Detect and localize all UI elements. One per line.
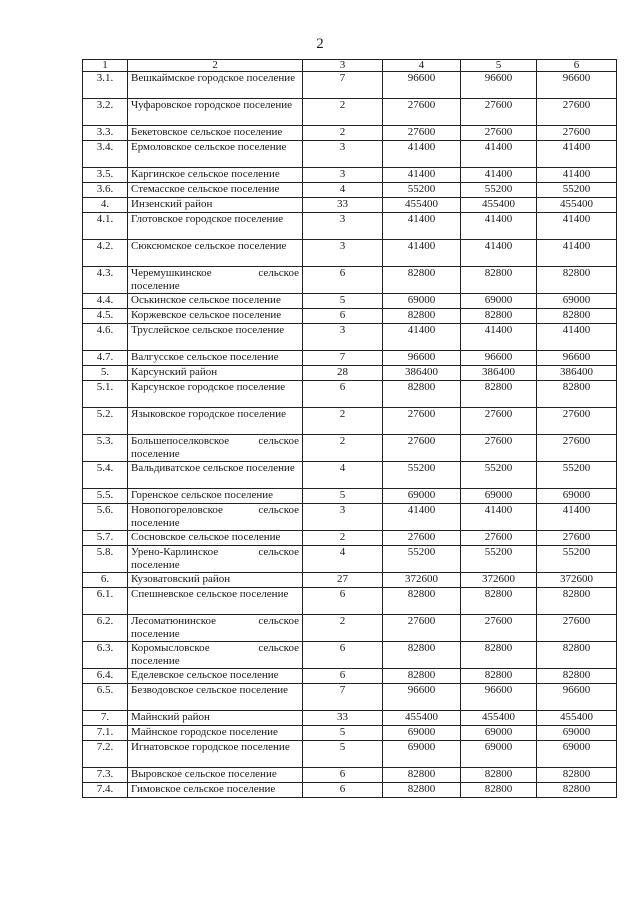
- amount-cell-5: 82800: [461, 768, 537, 783]
- count-cell: 28: [303, 366, 383, 381]
- amount-cell-5: 386400: [461, 366, 537, 381]
- table-row: [83, 489, 617, 504]
- amount-cell-6: 55200: [537, 462, 617, 489]
- amount-cell-4: 55200: [383, 183, 461, 198]
- municipality-name: Выровское сельское поселение: [128, 768, 303, 783]
- table-row: [83, 504, 617, 531]
- amount-cell-6: 82800: [537, 783, 617, 798]
- table-row: [83, 726, 617, 741]
- municipality-name: Лесоматюнинское сельское поселение: [128, 615, 303, 642]
- row-number: 7.2.: [83, 741, 128, 768]
- row-number: 4.7.: [83, 351, 128, 366]
- amount-cell-5: 455400: [461, 198, 537, 213]
- table-row: [83, 573, 617, 588]
- table-row: [83, 783, 617, 798]
- municipality-name: Вальдиватское сельское поселение: [128, 462, 303, 489]
- municipality-name: Майнское городское поселение: [128, 726, 303, 741]
- municipality-name: Коржевское сельское поселение: [128, 309, 303, 324]
- row-number: 3.2.: [83, 99, 128, 126]
- row-number: 5.6.: [83, 504, 128, 531]
- amount-cell-6: 455400: [537, 711, 617, 726]
- count-cell: 4: [303, 546, 383, 573]
- count-cell: 5: [303, 294, 383, 309]
- amount-cell-6: 82800: [537, 309, 617, 324]
- table-row: [83, 351, 617, 366]
- amount-cell-4: 82800: [383, 783, 461, 798]
- municipality-name: Спешневское сельское поселение: [128, 588, 303, 615]
- amount-cell-4: 41400: [383, 240, 461, 267]
- amount-cell-6: 41400: [537, 240, 617, 267]
- amount-cell-6: 27600: [537, 615, 617, 642]
- municipality-name: Безводовское сельское поселение: [128, 684, 303, 711]
- table-header-row: [83, 60, 617, 72]
- table-row: [83, 669, 617, 684]
- amount-cell-5: 69000: [461, 489, 537, 504]
- municipality-name: Игнатовское городское поселение: [128, 741, 303, 768]
- amount-cell-6: 41400: [537, 141, 617, 168]
- row-number: 3.6.: [83, 183, 128, 198]
- table-row: [83, 546, 617, 573]
- count-cell: 3: [303, 240, 383, 267]
- municipality-name: Труслейское сельское поселение: [128, 324, 303, 351]
- amount-cell-4: 386400: [383, 366, 461, 381]
- count-cell: 4: [303, 462, 383, 489]
- count-cell: 6: [303, 642, 383, 669]
- amount-cell-5: 96600: [461, 351, 537, 366]
- count-cell: 2: [303, 126, 383, 141]
- amount-cell-5: 82800: [461, 669, 537, 684]
- table-row: [83, 588, 617, 615]
- row-number: 3.1.: [83, 72, 128, 99]
- header-col-6: 6: [537, 60, 617, 72]
- row-number: 5.5.: [83, 489, 128, 504]
- count-cell: 2: [303, 435, 383, 462]
- amount-cell-6: 82800: [537, 768, 617, 783]
- amount-cell-5: 455400: [461, 711, 537, 726]
- municipality-name: Инзенский район: [128, 198, 303, 213]
- row-number: 5.2.: [83, 408, 128, 435]
- amount-cell-4: 41400: [383, 141, 461, 168]
- count-cell: 7: [303, 684, 383, 711]
- amount-cell-6: 96600: [537, 72, 617, 99]
- amount-cell-5: 27600: [461, 615, 537, 642]
- municipality-name: Бекетовское сельское поселение: [128, 126, 303, 141]
- amount-cell-4: 96600: [383, 684, 461, 711]
- table-row: [83, 168, 617, 183]
- amount-cell-6: 41400: [537, 213, 617, 240]
- amount-cell-4: 69000: [383, 489, 461, 504]
- municipality-name: Карсунское городское поселение: [128, 381, 303, 408]
- amount-cell-5: 82800: [461, 588, 537, 615]
- count-cell: 3: [303, 213, 383, 240]
- amount-cell-4: 27600: [383, 531, 461, 546]
- amount-cell-5: 82800: [461, 642, 537, 669]
- amount-cell-6: 27600: [537, 99, 617, 126]
- count-cell: 6: [303, 768, 383, 783]
- municipality-name: Горенское сельское поселение: [128, 489, 303, 504]
- table-row: [83, 213, 617, 240]
- amount-cell-4: 82800: [383, 642, 461, 669]
- amount-cell-5: 69000: [461, 726, 537, 741]
- count-cell: 5: [303, 489, 383, 504]
- amount-cell-4: 69000: [383, 294, 461, 309]
- table-row: [83, 741, 617, 768]
- amount-cell-5: 41400: [461, 240, 537, 267]
- municipality-name: Ермоловское сельское поселение: [128, 141, 303, 168]
- amount-cell-4: 41400: [383, 213, 461, 240]
- header-col-1: 1: [83, 60, 128, 72]
- count-cell: 33: [303, 198, 383, 213]
- amount-cell-5: 96600: [461, 72, 537, 99]
- amount-cell-4: 455400: [383, 198, 461, 213]
- table-row: [83, 141, 617, 168]
- municipality-name: Валгусское сельское поселение: [128, 351, 303, 366]
- municipal-allocation-table: [82, 59, 617, 798]
- count-cell: 4: [303, 183, 383, 198]
- row-number: 6.1.: [83, 588, 128, 615]
- count-cell: 6: [303, 309, 383, 324]
- table-row: [83, 711, 617, 726]
- amount-cell-6: 82800: [537, 588, 617, 615]
- amount-cell-5: 41400: [461, 324, 537, 351]
- amount-cell-5: 55200: [461, 183, 537, 198]
- row-number: 5.4.: [83, 462, 128, 489]
- municipality-name: Сосновское сельское поселение: [128, 531, 303, 546]
- amount-cell-4: 27600: [383, 615, 461, 642]
- amount-cell-5: 372600: [461, 573, 537, 588]
- row-number: 5.1.: [83, 381, 128, 408]
- row-number: 5.3.: [83, 435, 128, 462]
- amount-cell-4: 82800: [383, 267, 461, 294]
- row-number: 4.: [83, 198, 128, 213]
- row-number: 7.4.: [83, 783, 128, 798]
- amount-cell-6: 386400: [537, 366, 617, 381]
- amount-cell-6: 82800: [537, 381, 617, 408]
- amount-cell-4: 82800: [383, 309, 461, 324]
- header-col-3: 3: [303, 60, 383, 72]
- amount-cell-4: 41400: [383, 324, 461, 351]
- municipality-name: Большепоселковское сельское поселение: [128, 435, 303, 462]
- table-row: [83, 294, 617, 309]
- count-cell: 3: [303, 168, 383, 183]
- table-row: [83, 684, 617, 711]
- table-row: [83, 309, 617, 324]
- count-cell: 3: [303, 324, 383, 351]
- row-number: 7.3.: [83, 768, 128, 783]
- table-row: [83, 240, 617, 267]
- municipality-name: Майнский район: [128, 711, 303, 726]
- amount-cell-4: 55200: [383, 462, 461, 489]
- amount-cell-4: 27600: [383, 126, 461, 141]
- row-number: 6.5.: [83, 684, 128, 711]
- table-row: [83, 615, 617, 642]
- amount-cell-5: 96600: [461, 684, 537, 711]
- municipality-name: Карсунский район: [128, 366, 303, 381]
- row-number: 5.: [83, 366, 128, 381]
- count-cell: 6: [303, 669, 383, 684]
- page-number: 2: [316, 36, 324, 52]
- row-number: 4.5.: [83, 309, 128, 324]
- amount-cell-6: 96600: [537, 684, 617, 711]
- amount-cell-5: 27600: [461, 531, 537, 546]
- amount-cell-5: 55200: [461, 546, 537, 573]
- municipality-name: Гимовское сельское поселение: [128, 783, 303, 798]
- amount-cell-4: 27600: [383, 99, 461, 126]
- table-row: [83, 198, 617, 213]
- count-cell: 7: [303, 72, 383, 99]
- table-row: [83, 99, 617, 126]
- count-cell: 6: [303, 381, 383, 408]
- count-cell: 7: [303, 351, 383, 366]
- amount-cell-5: 55200: [461, 462, 537, 489]
- table-row: [83, 72, 617, 99]
- municipality-name: Оськинское сельское поселение: [128, 294, 303, 309]
- table-row: [83, 324, 617, 351]
- amount-cell-4: 82800: [383, 768, 461, 783]
- count-cell: 27: [303, 573, 383, 588]
- amount-cell-6: 69000: [537, 294, 617, 309]
- row-number: 6.2.: [83, 615, 128, 642]
- amount-cell-6: 55200: [537, 183, 617, 198]
- table-row: [83, 462, 617, 489]
- row-number: 6.: [83, 573, 128, 588]
- amount-cell-6: 372600: [537, 573, 617, 588]
- count-cell: 5: [303, 741, 383, 768]
- amount-cell-6: 41400: [537, 504, 617, 531]
- amount-cell-6: 82800: [537, 267, 617, 294]
- amount-cell-6: 96600: [537, 351, 617, 366]
- amount-cell-5: 82800: [461, 783, 537, 798]
- table-row: [83, 267, 617, 294]
- amount-cell-4: 55200: [383, 546, 461, 573]
- amount-cell-4: 96600: [383, 351, 461, 366]
- header-col-4: 4: [383, 60, 461, 72]
- amount-cell-6: 55200: [537, 546, 617, 573]
- municipality-name: Стемасское сельское поселение: [128, 183, 303, 198]
- table-row: [83, 642, 617, 669]
- row-number: 3.4.: [83, 141, 128, 168]
- municipality-name: Сюксюмское сельское поселение: [128, 240, 303, 267]
- amount-cell-5: 69000: [461, 741, 537, 768]
- amount-cell-5: 41400: [461, 168, 537, 183]
- amount-cell-4: 69000: [383, 726, 461, 741]
- row-number: 4.6.: [83, 324, 128, 351]
- amount-cell-6: 27600: [537, 531, 617, 546]
- row-number: 5.7.: [83, 531, 128, 546]
- municipality-name: Урено-Карлинское сельское поселение: [128, 546, 303, 573]
- count-cell: 6: [303, 267, 383, 294]
- amount-cell-6: 27600: [537, 126, 617, 141]
- header-col-5: 5: [461, 60, 537, 72]
- amount-cell-4: 96600: [383, 72, 461, 99]
- table-row: [83, 531, 617, 546]
- amount-cell-4: 27600: [383, 408, 461, 435]
- table-row: [83, 366, 617, 381]
- amount-cell-4: 27600: [383, 435, 461, 462]
- row-number: 4.1.: [83, 213, 128, 240]
- count-cell: 6: [303, 588, 383, 615]
- row-number: 7.: [83, 711, 128, 726]
- row-number: 4.3.: [83, 267, 128, 294]
- amount-cell-6: 69000: [537, 726, 617, 741]
- row-number: 3.3.: [83, 126, 128, 141]
- municipality-name: Еделевское сельское поселение: [128, 669, 303, 684]
- amount-cell-5: 27600: [461, 435, 537, 462]
- amount-cell-4: 82800: [383, 669, 461, 684]
- count-cell: 2: [303, 531, 383, 546]
- header-col-2: 2: [128, 60, 303, 72]
- amount-cell-4: 455400: [383, 711, 461, 726]
- municipality-name: Глотовское городское поселение: [128, 213, 303, 240]
- row-number: 4.2.: [83, 240, 128, 267]
- amount-cell-5: 69000: [461, 294, 537, 309]
- amount-cell-6: 27600: [537, 408, 617, 435]
- amount-cell-6: 41400: [537, 324, 617, 351]
- table-row: [83, 126, 617, 141]
- amount-cell-6: 82800: [537, 642, 617, 669]
- amount-cell-6: 27600: [537, 435, 617, 462]
- amount-cell-5: 27600: [461, 99, 537, 126]
- amount-cell-5: 41400: [461, 213, 537, 240]
- municipality-name: Черемушкинское сельское поселение: [128, 267, 303, 294]
- count-cell: 2: [303, 615, 383, 642]
- amount-cell-5: 82800: [461, 309, 537, 324]
- count-cell: 2: [303, 99, 383, 126]
- table-row: [83, 381, 617, 408]
- count-cell: 2: [303, 408, 383, 435]
- municipality-name: Кузоватовский район: [128, 573, 303, 588]
- row-number: 6.3.: [83, 642, 128, 669]
- amount-cell-6: 69000: [537, 741, 617, 768]
- amount-cell-5: 82800: [461, 267, 537, 294]
- amount-cell-4: 82800: [383, 381, 461, 408]
- count-cell: 6: [303, 783, 383, 798]
- amount-cell-4: 41400: [383, 168, 461, 183]
- table-row: [83, 435, 617, 462]
- table-row: [83, 408, 617, 435]
- municipality-name: Коромысловское сельское поселение: [128, 642, 303, 669]
- amount-cell-5: 27600: [461, 126, 537, 141]
- row-number: 7.1.: [83, 726, 128, 741]
- table-row: [83, 183, 617, 198]
- row-number: 6.4.: [83, 669, 128, 684]
- amount-cell-5: 82800: [461, 381, 537, 408]
- amount-cell-5: 27600: [461, 408, 537, 435]
- count-cell: 5: [303, 726, 383, 741]
- municipality-name: Новопогореловское сельское поселение: [128, 504, 303, 531]
- municipality-name: Чуфаровское городское поселение: [128, 99, 303, 126]
- count-cell: 3: [303, 504, 383, 531]
- count-cell: 3: [303, 141, 383, 168]
- amount-cell-4: 82800: [383, 588, 461, 615]
- table-row: [83, 768, 617, 783]
- row-number: 4.4.: [83, 294, 128, 309]
- amount-cell-6: 69000: [537, 489, 617, 504]
- amount-cell-5: 41400: [461, 504, 537, 531]
- amount-cell-6: 82800: [537, 669, 617, 684]
- municipality-name: Языковское городское поселение: [128, 408, 303, 435]
- municipality-name: Каргинское сельское поселение: [128, 168, 303, 183]
- amount-cell-6: 455400: [537, 198, 617, 213]
- amount-cell-5: 41400: [461, 141, 537, 168]
- row-number: 5.8.: [83, 546, 128, 573]
- row-number: 3.5.: [83, 168, 128, 183]
- amount-cell-4: 372600: [383, 573, 461, 588]
- amount-cell-4: 69000: [383, 741, 461, 768]
- municipality-name: Вешкаймское городское поселение: [128, 72, 303, 99]
- amount-cell-6: 41400: [537, 168, 617, 183]
- count-cell: 33: [303, 711, 383, 726]
- amount-cell-4: 41400: [383, 504, 461, 531]
